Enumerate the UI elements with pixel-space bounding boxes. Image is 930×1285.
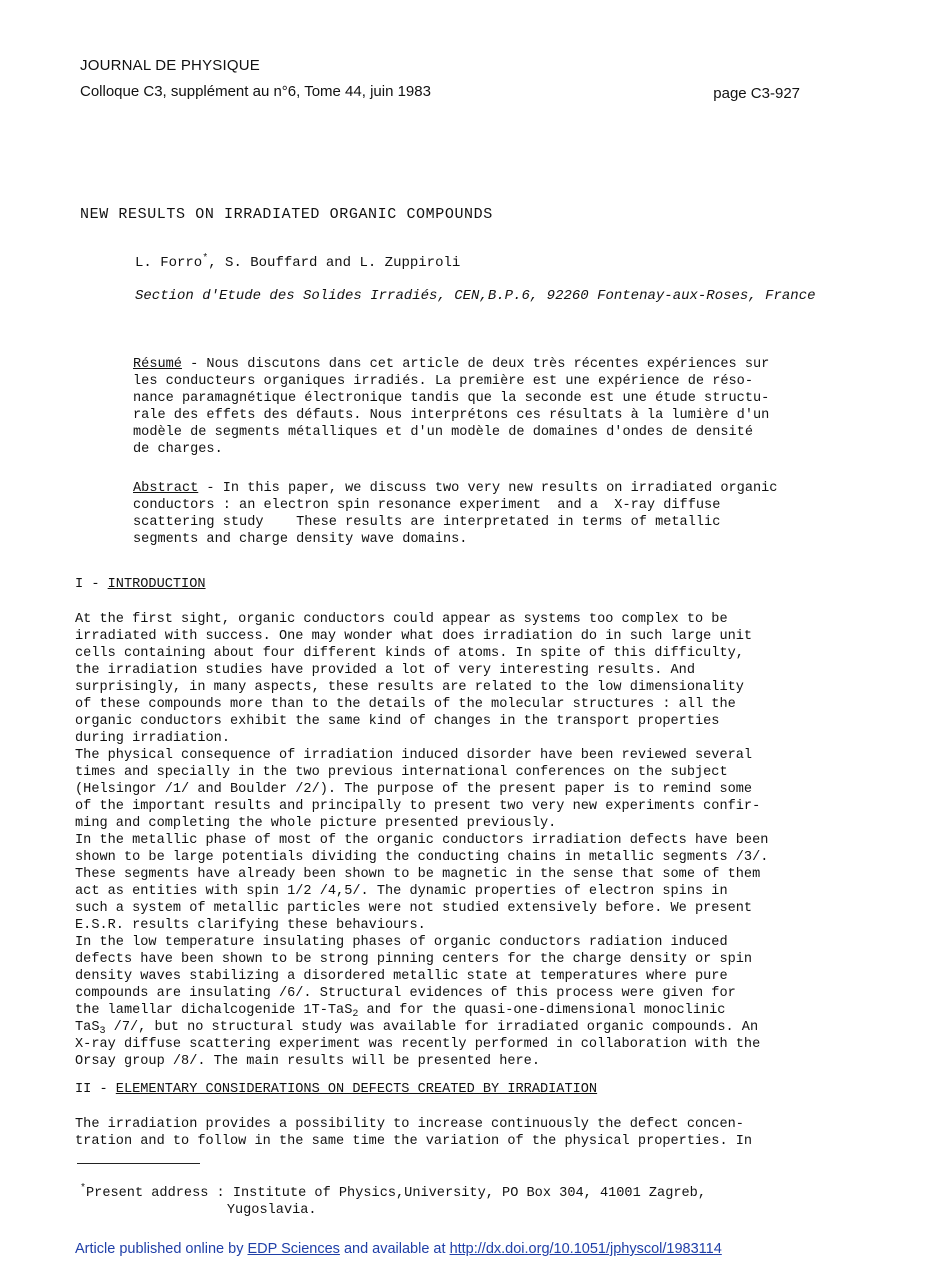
journal-name: JOURNAL DE PHYSIQUE <box>80 57 260 74</box>
section-title: ELEMENTARY CONSIDERATIONS ON DEFECTS CREATED BY IRRADIATION <box>115 1082 598 1097</box>
colloque-line: Colloque C3, supplément au n°6, Tome 44, juin 1983 <box>80 83 431 100</box>
resume-label: Résumé <box>133 357 182 372</box>
intro-text-part: /7/, but no structural study was available for irradiated organic compounds. An X-ray diffuse scattering experiment was recently performed in collaboration with the Orsay group /8/. The main results will be presented here. <box>75 1020 761 1069</box>
publisher-middle: and available at <box>339 1241 450 1257</box>
section2-body: The irradiation provides a possibility to increase continuously the defect concen- tration and to follow in the same time the variation of the physical properties. In <box>75 1117 753 1149</box>
resume-text: - Nous discutons dans cet article de deux très récentes expériences sur les conducteurs organiques irradiés. La première est une expérience de réso- nance paramagnétique électronique tandis que la seconde est une étude structu- rale des effets des défauts. Nous interprétons ces résultats à la lumière d'un modèle de segments métalliques et d'un modèle de domaines d'ondes de densité de charges. <box>133 357 770 457</box>
author-first: L. Forro <box>135 255 203 271</box>
section-number: II - <box>75 1082 116 1097</box>
author-others: , S. Bouffard and L. Zuppiroli <box>208 255 461 271</box>
subscript: 2 <box>352 1009 359 1020</box>
footnote-divider <box>77 1163 200 1164</box>
intro-text-part: At the first sight, organic conductors could appear as systems too complex to be irradiated with success. One may wonder what does irradiation do in such large unit cells containing about four different kinds of atoms. In spite of this difficulty, the irradiation studies have provided a lot of very interesting results. And surprisingly, in many aspects, these results are related to the low dimensionality of these compounds more than to the details of the molecular structures : all the organic conductors exhibit the same kind of changes in the transport properties during irradiation. The physical consequence of irradiation induced disorder have been reviewed several times and specially in the two previous international conferences on the subject (Helsingor /1/ and Boulder /2/). The purpose of the present paper is to remind some of the important results and principally to present two very new experiments confir- ming and completing the whole picture presented previously. In the metallic phase of most of the organic conductors irradiation defects have been shown to be large potentials dividing the conducting chains in metallic segments /3/. These segments have already been shown to be magnetic in the sense that some of them act as entities with spin 1/2 /4,5/. The dynamic properties of electron spins in such a system of metallic particles were not studied extensively before. We present E.S.R. results clarifying these behaviours. In the low temperature insulating phases of organic conductors radiation induced defects have been shown to be strong pinning centers for the charge density or spin density waves stabilizing a disordered metallic state at temperatures where pure compounds are insulating /6/. Structural evidences of this process were given for the lamellar dichalcogenide 1T-TaS <box>75 612 769 1018</box>
publisher-line <box>75 1241 722 1257</box>
edp-sciences-link[interactable]: EDP Sciences <box>247 1241 340 1257</box>
affiliation: Section d'Etude des Solides Irradiés, CEN,B.P.6, 92260 Fontenay-aux-Roses, France <box>135 288 816 304</box>
resume-paragraph <box>133 356 769 458</box>
footnote <box>80 1185 706 1219</box>
doi-link[interactable]: http://dx.doi.org/10.1051/jphyscol/1983114 <box>449 1241 722 1257</box>
footnote-mark: * <box>80 1183 87 1195</box>
subscript: 3 <box>99 1026 106 1037</box>
page-number: page C3-927 <box>713 85 800 102</box>
footnote-text: Present address : Institute of Physics,University, PO Box 304, 41001 Zagreb, Yugoslavia. <box>86 1186 706 1218</box>
publisher-prefix: Article published online by <box>75 1241 248 1257</box>
authors <box>135 255 460 271</box>
section-heading-defects <box>75 1082 597 1097</box>
section-heading-introduction <box>75 577 206 592</box>
section-number: I - <box>75 577 108 592</box>
paper-title: NEW RESULTS ON IRRADIATED ORGANIC COMPOUNDS <box>80 206 493 223</box>
section-title: INTRODUCTION <box>107 577 206 592</box>
abstract-text: - In this paper, we discuss two very new results on irradiated organic conductors : an electron spin resonance experiment and a X-ray diffuse scattering study These results are interpretated in terms of metallic segments and charge density wave domains. <box>133 481 778 547</box>
intro-text-part: and for the quasi-one-dimensional monoclinic TaS <box>75 1003 726 1035</box>
abstract-paragraph <box>133 480 777 548</box>
abstract-label: Abstract <box>133 481 199 496</box>
introduction-body <box>75 611 768 1070</box>
author-footnote-mark: * <box>202 253 209 265</box>
